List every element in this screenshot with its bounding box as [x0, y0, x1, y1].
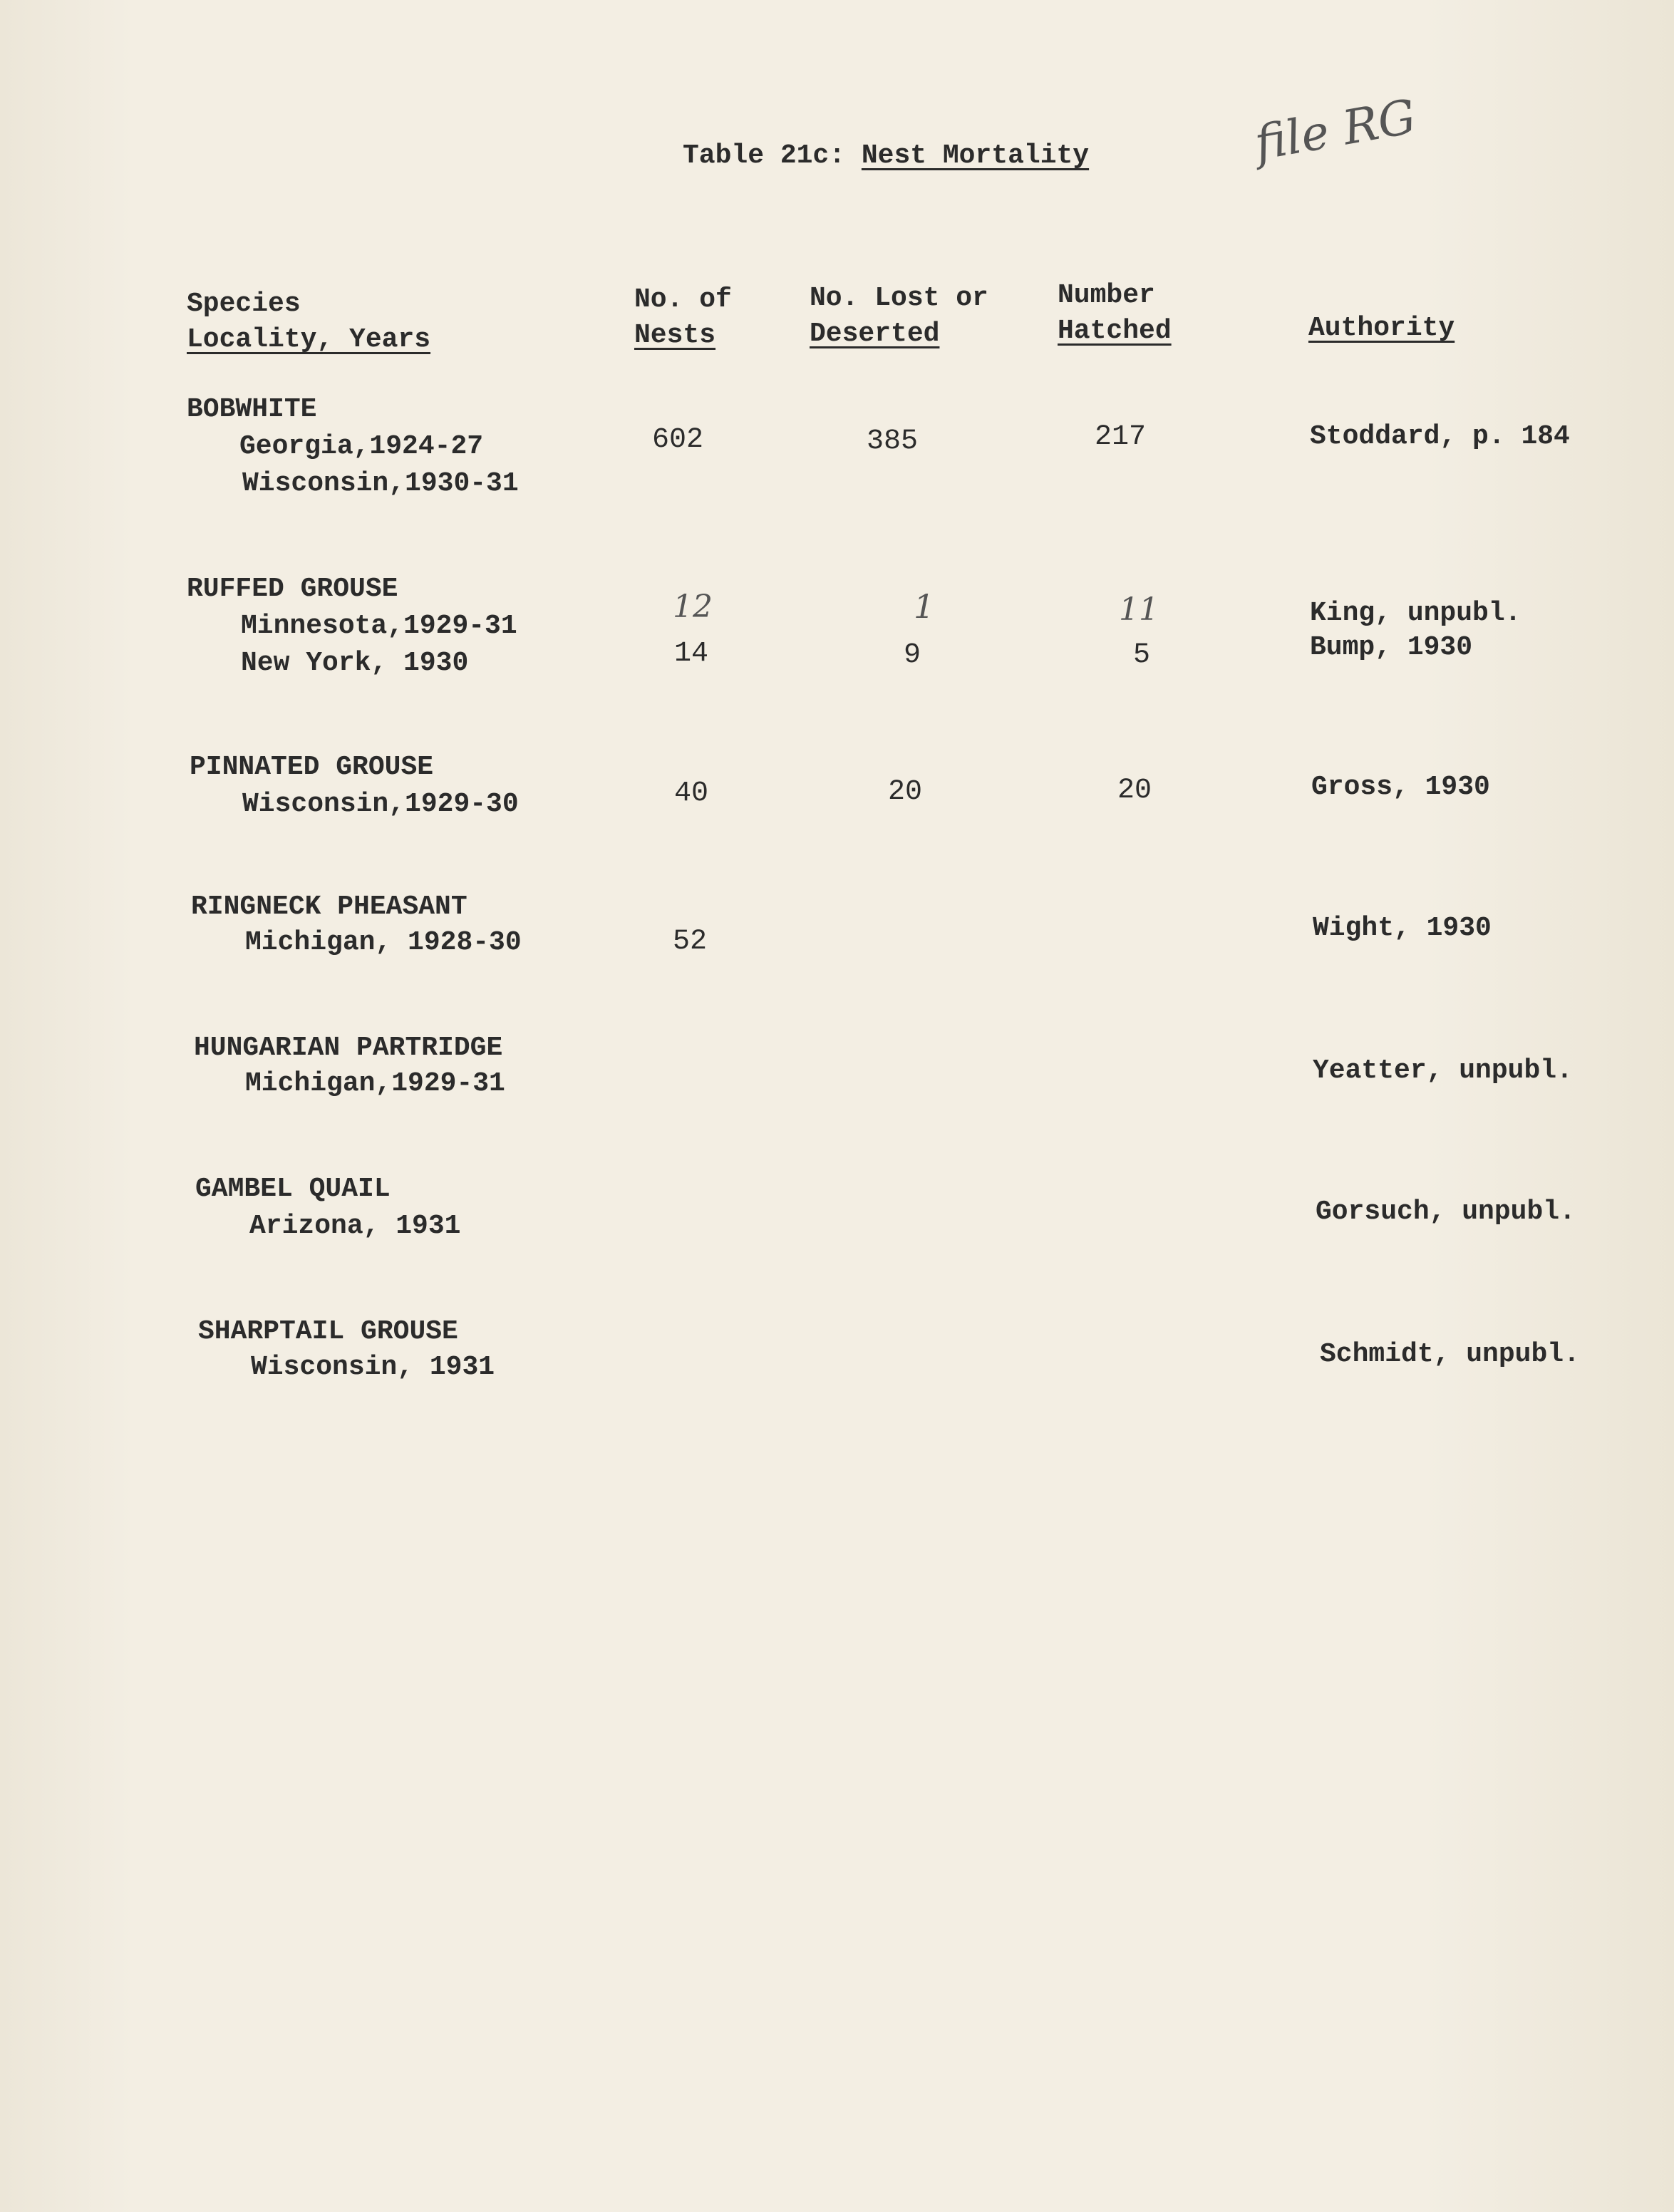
nests-value: 52 — [673, 926, 708, 958]
header-nests-2: Nests — [634, 320, 716, 351]
lost-value: 385 — [867, 425, 919, 458]
header-nests-1: No. of — [634, 284, 732, 315]
locality: Arizona, 1931 — [249, 1211, 461, 1241]
locality: Georgia,1924-27 — [239, 431, 484, 462]
authority-value: King, unpubl. — [1310, 598, 1521, 629]
authority-value: Yeatter, unpubl. — [1313, 1055, 1573, 1086]
locality: Michigan, 1928-30 — [245, 927, 522, 958]
authority-value: Gorsuch, unpubl. — [1316, 1197, 1576, 1227]
species-name: HUNGARIAN PARTRIDGE — [194, 1033, 503, 1063]
table-title-main: Nest Mortality — [861, 140, 1090, 171]
authority-value: Wight, 1930 — [1313, 913, 1492, 944]
locality: Minnesota,1929-31 — [241, 611, 517, 641]
lost-value: 9 — [904, 639, 921, 671]
lost-value: 20 — [888, 776, 923, 808]
species-name: SHARPTAIL GROUSE — [198, 1316, 458, 1347]
species-name: PINNATED GROUSE — [190, 752, 434, 782]
header-lost-2: Deserted — [810, 319, 940, 349]
handwritten-annotation: file RG — [1250, 88, 1420, 172]
nests-value: 12 — [673, 589, 713, 625]
table-title — [683, 140, 1090, 171]
header-hatched-2: Hatched — [1058, 316, 1172, 346]
header-lost-1: No. Lost or — [810, 283, 988, 314]
species-name: RUFFED GROUSE — [187, 574, 398, 604]
hatched-value: 20 — [1117, 775, 1152, 807]
locality: New York, 1930 — [241, 648, 469, 678]
locality: Wisconsin,1930-31 — [242, 468, 519, 499]
authority-value: Gross, 1930 — [1311, 772, 1490, 802]
locality: Wisconsin,1929-30 — [242, 789, 519, 820]
header-locality: Locality, Years — [187, 324, 431, 355]
nests-value: 40 — [674, 777, 709, 810]
species-name: BOBWHITE — [187, 394, 317, 425]
header-authority: Authority — [1308, 313, 1455, 343]
locality: Wisconsin, 1931 — [251, 1352, 495, 1382]
lost-value: 1 — [914, 587, 935, 626]
nests-value: 602 — [652, 424, 704, 456]
authority-value: Stoddard, p. 184 — [1310, 421, 1570, 452]
hatched-value: 11 — [1119, 591, 1159, 628]
hatched-value: 217 — [1095, 421, 1147, 453]
hatched-value: 5 — [1133, 639, 1151, 671]
authority-value: Bump, 1930 — [1310, 632, 1473, 663]
header-species: Species — [187, 289, 301, 319]
table-title-prefix: Table 21c: — [683, 140, 846, 171]
species-name: RINGNECK PHEASANT — [191, 891, 467, 922]
authority-value: Schmidt, unpubl. — [1320, 1339, 1580, 1370]
species-name: GAMBEL QUAIL — [195, 1174, 391, 1204]
locality: Michigan,1929-31 — [245, 1068, 505, 1099]
nests-value: 14 — [674, 638, 709, 670]
header-hatched-1: Number — [1058, 280, 1155, 311]
